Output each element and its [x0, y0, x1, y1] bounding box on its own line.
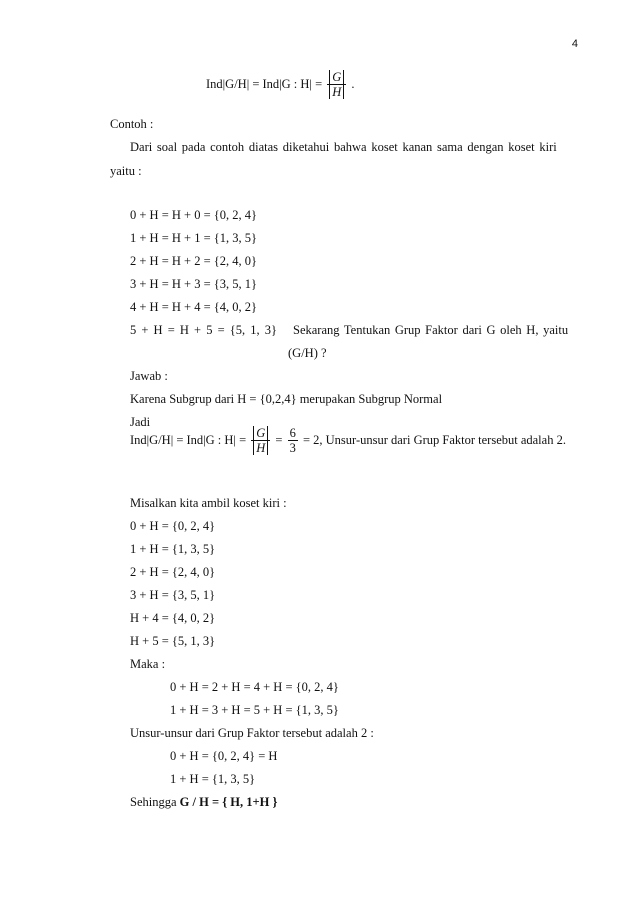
index-formula-2	[130, 426, 566, 455]
maka-label: Maka :	[130, 657, 166, 671]
denominator-h: H	[329, 85, 344, 99]
contoh-label: Contoh :	[110, 117, 154, 131]
coset-line: 4 + H = H + 4 = {4, 0, 2}	[130, 300, 258, 314]
conclusion	[130, 795, 277, 810]
conclusion-prefix: Sehingga	[130, 795, 177, 809]
question-line-2: (G/H) ?	[288, 346, 327, 360]
coset-line: 2 + H = H + 2 = {2, 4, 0}	[130, 254, 258, 268]
fraction-6-over-3	[288, 426, 298, 455]
left-coset-line: 1 + H = {1, 3, 5}	[130, 542, 216, 556]
left-coset-line: 3 + H = {3, 5, 1}	[130, 588, 216, 602]
left-coset-intro: Misalkan kita ambil koset kiri :	[130, 496, 287, 510]
paragraph-line-1	[130, 140, 576, 155]
paragraph-text-1: Dari soal pada contoh diatas diketahui bahwa koset kanan sama dengan koset kiri	[130, 140, 557, 154]
numerator-g: G	[253, 426, 268, 440]
elements-intro: Unsur-unsur dari Grup Faktor tersebut adalah 2 :	[130, 726, 374, 740]
element-line: 1 + H = {1, 3, 5}	[170, 772, 256, 786]
left-coset-line: H + 4 = {4, 0, 2}	[130, 611, 216, 625]
question-line-1: Sekarang Tentukan Grup Faktor dari G oleh H, yaitu	[293, 323, 569, 337]
maka-line: 1 + H = 3 + H = 5 + H = {1, 3, 5}	[170, 703, 339, 717]
fraction-g-over-h	[251, 426, 270, 455]
coset-line: 1 + H = H + 1 = {1, 3, 5}	[130, 231, 258, 245]
denominator-h: H	[253, 441, 268, 455]
index-formula-1	[206, 70, 355, 99]
denominator-3: 3	[289, 441, 296, 455]
paragraph-line-2: yaitu :	[110, 164, 142, 178]
conclusion-result: G / H = { H, 1+H }	[179, 795, 278, 809]
left-coset-line: 0 + H = {0, 2, 4}	[130, 519, 216, 533]
left-coset-line: 2 + H = {2, 4, 0}	[130, 565, 216, 579]
formula-lhs: Ind|G/H| = Ind|G : H| =	[206, 77, 323, 91]
numerator-g: G	[329, 70, 344, 84]
formula-lhs: Ind|G/H| = Ind|G : H| =	[130, 433, 247, 447]
formula-tail: .	[351, 77, 355, 91]
fraction-g-over-h	[327, 70, 346, 99]
element-line: 0 + H = {0, 2, 4} = H	[170, 749, 278, 763]
jadi-label: Jadi	[130, 415, 151, 429]
coset-line: 0 + H = H + 0 = {0, 2, 4}	[130, 208, 258, 222]
equals-sign: =	[275, 433, 283, 447]
left-coset-line: H + 5 = {5, 1, 3}	[130, 634, 216, 648]
coset-line: 3 + H = H + 3 = {3, 5, 1}	[130, 277, 258, 291]
formula-result: = 2, Unsur-unsur dari Grup Faktor tersebut adalah 2.	[302, 433, 566, 447]
coset-line: 5 + H = H + 5 = {5, 1, 3}	[130, 323, 278, 337]
maka-line: 0 + H = 2 + H = 4 + H = {0, 2, 4}	[170, 680, 339, 694]
numerator-6: 6	[289, 426, 296, 440]
page-number: 4	[571, 38, 578, 50]
subgroup-statement: Karena Subgrup dari H = {0,2,4} merupakan Subgrup Normal	[130, 392, 443, 406]
jawab-label: Jawab :	[130, 369, 168, 383]
